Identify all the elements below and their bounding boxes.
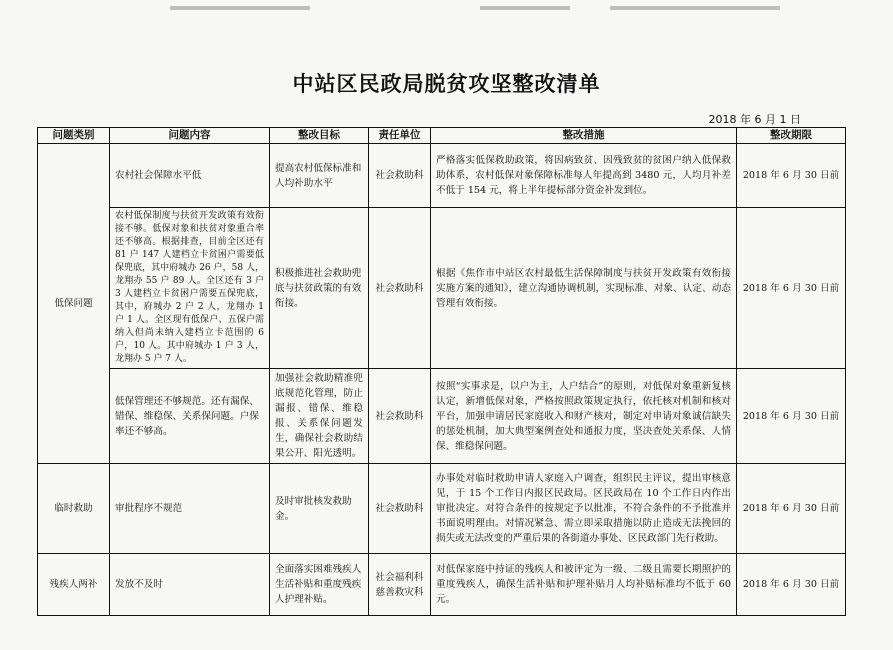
header-deadline: 整改期限: [737, 128, 846, 144]
goal-cell: 积极推进社会救助兜底与扶贫政策的有效衔接。: [270, 208, 369, 369]
table-row: [38, 554, 846, 616]
category-cell: 残疾人两补: [38, 554, 110, 616]
category-cell: 低保问题: [38, 144, 110, 464]
deadline-cell: 2018 年 6 月 30 日前: [737, 369, 846, 464]
unit-cell: 社会救助科: [369, 464, 431, 554]
measure-cell: 办事处对临时救助申请人家庭入户调查，组织民主评议，提出审核意见，于 15 个工作日内报区民政局。区民政局在 10 个工作日内作出审批决定。对符合条件的按规定予以批准，不符合条件的不予批准并书面说明理由。对情况紧急、需立即采取措施以防止造成无法挽回的损失或无法改变的严重后果的各街道办事处、区民政部门先行救助。: [431, 464, 737, 554]
deadline-cell: 2018 年 6 月 30 日前: [737, 554, 846, 616]
table-row: [38, 208, 846, 369]
measure-cell: 按照“实事求是，以户为主，人户结合”的原则，对低保对象重新复核认定，新增低保对象，严格按照政策规定执行，依托核对机制和核对平台，加强申请居民家庭收入和财产核对，制定对申请对象诚信缺失的惩处机制，加大典型案例查处和通报力度，坚决查处关系保、人情保、维稳保问题。: [431, 369, 737, 464]
content-cell: 审批程序不规范: [110, 464, 270, 554]
category-cell: 临时救助: [38, 464, 110, 554]
deadline-cell: 2018 年 6 月 30 日前: [737, 208, 846, 369]
unit-cell: 社会救助科: [369, 208, 431, 369]
goal-cell: 全面落实困难残疾人生活补贴和重度残疾人护理补贴。: [270, 554, 369, 616]
goal-cell: 加强社会救助精准兜底规范化管理，防止漏报、错保、维稳报、关系保问题发生，确保社会救助结果公开、阳光透明。: [270, 369, 369, 464]
unit-cell: 社会救助科: [369, 144, 431, 208]
content-cell: 农村社会保障水平低: [110, 144, 270, 208]
table-row: [38, 369, 846, 464]
table-row: [38, 464, 846, 554]
goal-cell: 提高农村低保标准和人均补助水平: [270, 144, 369, 208]
scan-artifact: [480, 6, 570, 10]
content-cell: 农村低保制度与扶贫开发政策有效衔接不够。低保对象和扶贫对象重合率还不够高。根据排查，目前全区还有 81 户 147 人建档立卡贫困户需要低保兜底，其中府城办 26 户，58 人，龙翔办 55 户 89 人。全区还有 3 户 3 人建档立卡贫困户需要五保兜底，其中，府城办 2 户 2 人，龙翔办 1 户 1 人。全区现有低保户、五保户需纳入但尚未纳入建档立卡范围的 6 户，10 人。其中府城办 1 户 3 人，龙翔办 5 户 7 人。: [110, 208, 270, 369]
scan-artifact: [610, 6, 780, 10]
measure-cell: 严格落实低保救助政策，将因病致贫、因残致贫的贫困户纳入低保救助体系，农村低保对象保障标准每人年提高到 3480 元，人均月补差不低于 154 元，将上半年提标部分资金补发到位。: [431, 144, 737, 208]
header-content: 问题内容: [110, 128, 270, 144]
header-unit: 责任单位: [369, 128, 431, 144]
content-cell: 低保管理还不够规范。还有漏保、错保、维稳保、关系保问题。户保率还不够高。: [110, 369, 270, 464]
document-date: 2018 年 6 月 1 日: [708, 113, 801, 126]
table-row: [38, 144, 846, 208]
unit-cell: 社会救助科: [369, 369, 431, 464]
content-cell: 发放不及时: [110, 554, 270, 616]
rectification-table: [37, 127, 846, 616]
goal-cell: 及时审批核发救助金。: [270, 464, 369, 554]
header-category: 问题类别: [38, 128, 110, 144]
table-header-row: [38, 128, 846, 144]
document-title: 中站区民政局脱贫攻坚整改清单: [292, 72, 601, 96]
header-goal: 整改目标: [270, 128, 369, 144]
deadline-cell: 2018 年 6 月 30 日前: [737, 144, 846, 208]
measure-cell: 对低保家庭中持证的残疾人和被评定为一级、二级且需要长期照护的重度残疾人，确保生活补贴和护理补贴月人均补贴标准均不低于 60 元。: [431, 554, 737, 616]
scan-artifact: [170, 6, 310, 10]
unit-cell: 社会福利科 慈善救灾科: [369, 554, 431, 616]
deadline-cell: 2018 年 6 月 30 日前: [737, 464, 846, 554]
header-measure: 整改措施: [431, 128, 737, 144]
measure-cell: 根据《焦作市中站区农村最低生活保障制度与扶贫开发政策有效衔接实施方案的通知》，建立沟通协调机制，实现标准、对象、认定、动态管理有效衔接。: [431, 208, 737, 369]
